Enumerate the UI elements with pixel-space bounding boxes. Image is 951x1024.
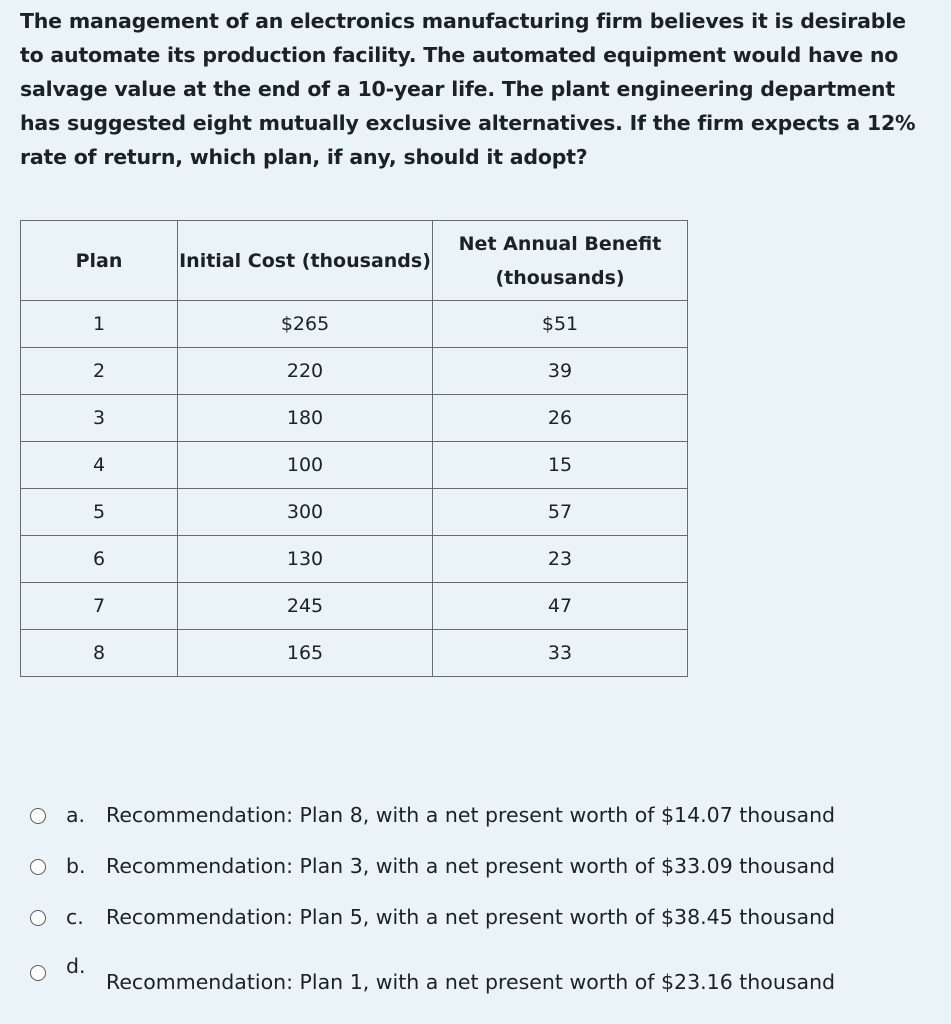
option-text: Recommendation: Plan 3, with a net present worth of $33.09 thousand	[106, 854, 836, 878]
plans-table	[20, 220, 688, 677]
initial-cost-cell: 100	[178, 442, 433, 489]
net-benefit-cell: $51	[433, 301, 688, 348]
option-text: Recommendation: Plan 1, with a net present worth of $23.16 thousand	[106, 970, 836, 994]
net-benefit-cell: 26	[433, 395, 688, 442]
plan-cell: 7	[21, 583, 178, 630]
header-initial-cost: Initial Cost (thousands)	[178, 221, 433, 301]
option-text: Recommendation: Plan 8, with a net present worth of $14.07 thousand	[106, 803, 836, 827]
question-text: The management of an electronics manufacturing firm believes it is desirable to automate its production facility. The automated equipment would have no salvage value at the end of a 10-year life. The plant engineering department has suggested eight mutually exclusive alternatives. If the firm expects a 12% rate of return, which plan, if any, should it adopt?	[20, 9, 916, 169]
plan-cell: 8	[21, 630, 178, 677]
plan-cell: 4	[21, 442, 178, 489]
plan-cell: 2	[21, 348, 178, 395]
initial-cost-cell: 165	[178, 630, 433, 677]
table-row	[21, 583, 688, 630]
table-row	[21, 395, 688, 442]
net-benefit-cell: 33	[433, 630, 688, 677]
radio-option-d[interactable]	[30, 965, 46, 981]
initial-cost-cell: 180	[178, 395, 433, 442]
table-row	[21, 348, 688, 395]
table-header-row	[21, 221, 688, 301]
option-letter: c.	[66, 905, 84, 929]
radio-option-c[interactable]	[30, 910, 46, 926]
initial-cost-cell: $265	[178, 301, 433, 348]
net-benefit-cell: 57	[433, 489, 688, 536]
table-row	[21, 630, 688, 677]
table-row	[21, 442, 688, 489]
initial-cost-cell: 245	[178, 583, 433, 630]
header-plan: Plan	[21, 221, 178, 301]
option-letter: b.	[66, 854, 86, 878]
table-row	[21, 536, 688, 583]
radio-option-a[interactable]	[30, 808, 46, 824]
option-letter: a.	[66, 803, 86, 827]
plan-cell: 3	[21, 395, 178, 442]
table-row	[21, 301, 688, 348]
plan-cell: 5	[21, 489, 178, 536]
net-benefit-cell: 47	[433, 583, 688, 630]
table-row	[21, 489, 688, 536]
initial-cost-cell: 130	[178, 536, 433, 583]
header-net-annual-benefit: Net Annual Benefit (thousands)	[433, 221, 688, 301]
option-text: Recommendation: Plan 5, with a net present worth of $38.45 thousand	[106, 905, 836, 929]
plan-cell: 6	[21, 536, 178, 583]
initial-cost-cell: 220	[178, 348, 433, 395]
net-benefit-cell: 15	[433, 442, 688, 489]
option-letter: d.	[66, 954, 86, 978]
net-benefit-cell: 39	[433, 348, 688, 395]
initial-cost-cell: 300	[178, 489, 433, 536]
net-benefit-cell: 23	[433, 536, 688, 583]
radio-option-b[interactable]	[30, 859, 46, 875]
plan-cell: 1	[21, 301, 178, 348]
